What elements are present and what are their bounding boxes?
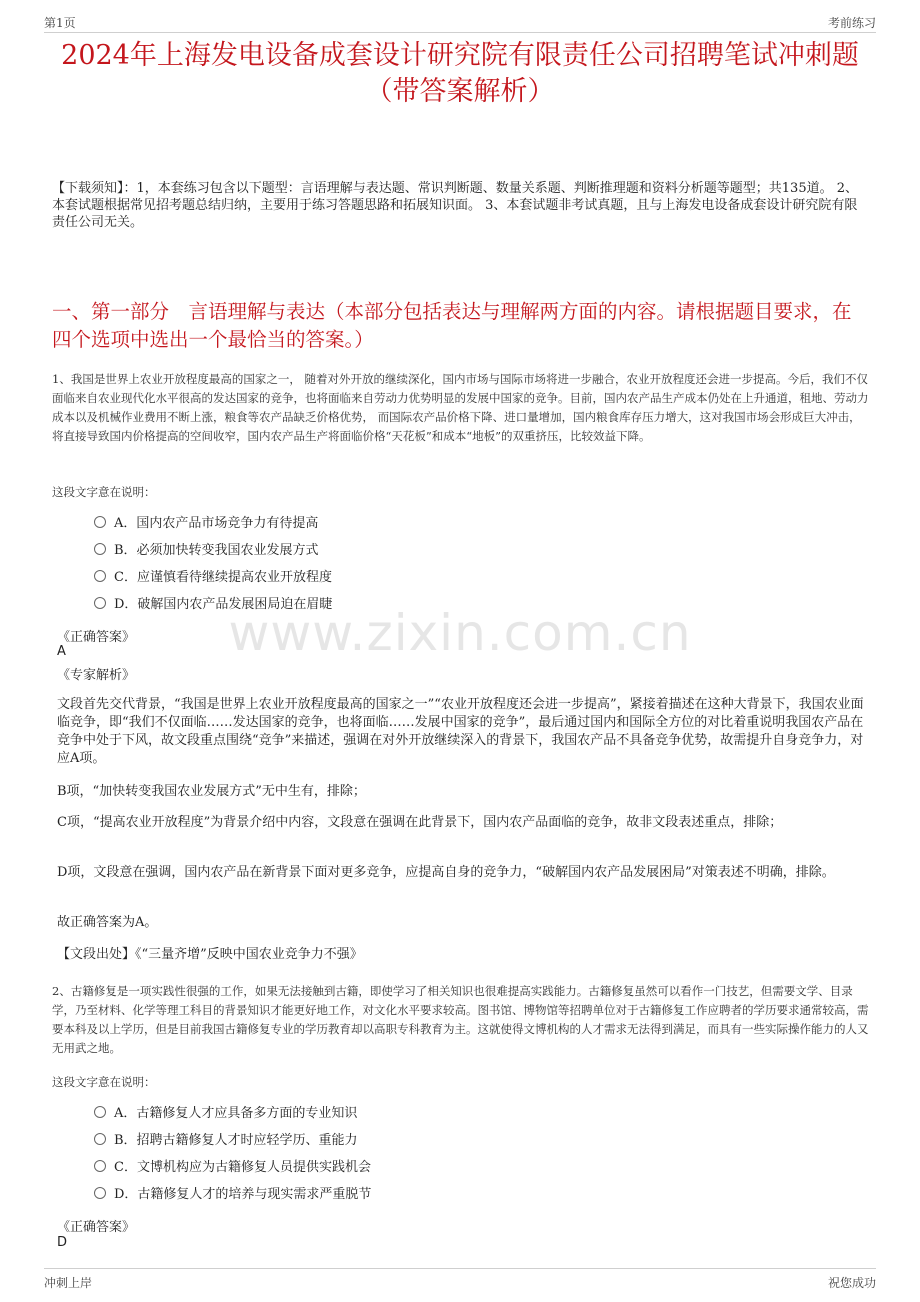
question-1-analysis-paragraph: 故正确答案为A。 xyxy=(57,915,158,930)
page-footer xyxy=(44,1268,876,1291)
header-tag: 考前练习 xyxy=(827,16,876,30)
question-1-option-c[interactable]: C．应谨慎看待继续提高农业开放程度 xyxy=(94,568,332,588)
question-2-option-b[interactable]: B．招聘古籍修复人才时应轻学历、重能力 xyxy=(94,1131,358,1151)
footer-left: 冲刺上岸 xyxy=(44,1276,93,1290)
question-1-hint: 这段文字意在说明： xyxy=(52,485,156,499)
download-notice: 【下载须知】：1，本套练习包含以下题型：言语理解与表达题、常识判断题、数量关系题、判断推理题和资料分析题等题型；共135道。 2、本套试题根据常见招考题总结归纳，主要用于练习答题思路和拓展知识面。 3、本套试题非考试真题，且与上海发电设备成套设计研究院有限责任公司无关。 xyxy=(52,181,858,230)
question-1-analysis-paragraph: 文段首先交代背景，“我国是世界上农业开放程度最高的国家之一”“农业开放程度还会进一步提高”，紧接着描述在这种大背景下，我国农业面临竞争，即“我们不仅面临……发达国家的竞争，也将面临……发展中国家的竞争”，最后通过国内和国际全方位的对比着重说明我国农产品在竞争中处于下风，故文段重点围绕“竞争”来描述，强调在对外开放继续深入的背景下，我国农产品不具备竞争优势，故需提升自身竞争力，对应A项。 xyxy=(57,697,864,766)
radio-icon[interactable] xyxy=(94,1106,106,1118)
page-number: 第1页 xyxy=(44,16,76,30)
document-title: 2024年上海发电设备成套设计研究院有限责任公司招聘笔试冲刺题（带答案解析） xyxy=(61,40,859,107)
question-1-option-a[interactable]: A．国内农产品市场竞争力有待提高 xyxy=(94,514,318,534)
watermark: www.zixin.com.cn xyxy=(228,604,692,662)
radio-icon[interactable] xyxy=(94,516,106,528)
question-1-analysis-paragraph: B项，“加快转变我国农业发展方式”无中生有，排除； xyxy=(57,784,366,799)
question-1-source: 【文段出处】《“三量齐增”反映中国农业竞争力不强》 xyxy=(57,947,363,962)
radio-icon[interactable] xyxy=(94,570,106,582)
radio-icon[interactable] xyxy=(94,1187,106,1199)
page-header xyxy=(44,10,876,33)
question-2-option-d[interactable]: D．古籍修复人才的培养与现实需求严重脱节 xyxy=(94,1185,371,1205)
radio-icon[interactable] xyxy=(94,1133,106,1145)
question-2-stem: 2、古籍修复是一项实践性很强的工作，如果无法接触到古籍，即使学习了相关知识也很难提高实践能力。古籍修复虽然可以看作一门技艺，但需要文学、目录学，乃至材料、化学等理工科目的背景知识才能更好地工作，对文化水平要求较高。图书馆、博物馆等招聘单位对于古籍修复工作应聘者的学历要求通常较高，需要本科及以上学历，但是目前我国古籍修复专业的学历教育却以高职专科教育为主。这就使得文博机构的人才需求无法得到满足，而具有一些实际操作能力的人又无用武之地。 xyxy=(52,984,869,1055)
section-heading: 一、第一部分 言语理解与表达（本部分包括表达与理解两方面的内容。请根据题目要求，在四个选项中选出一个最恰当的答案。） xyxy=(52,300,852,351)
question-1-analysis-paragraph: C项，“提高农业开放程度”为背景介绍中内容，文段意在强调在此背景下，国内农产品面临的竞争，故非文段表述重点，排除； xyxy=(57,815,783,830)
question-2-answer: D xyxy=(57,1235,68,1250)
question-1-answer-label: 《正确答案》 xyxy=(57,630,136,645)
question-2-option-a[interactable]: A．古籍修复人才应具备多方面的专业知识 xyxy=(94,1104,357,1124)
question-2-hint: 这段文字意在说明： xyxy=(52,1075,156,1089)
question-1-answer: A xyxy=(57,644,66,659)
question-1-option-b[interactable]: B．必须加快转变我国农业发展方式 xyxy=(94,541,319,561)
question-1-analysis-paragraph: D项，文段意在强调，国内农产品在新背景下面对更多竞争，应提高自身的竞争力，“破解国内农产品发展困局”对策表述不明确，排除。 xyxy=(57,865,835,880)
radio-icon[interactable] xyxy=(94,543,106,555)
footer-right: 祝您成功 xyxy=(827,1276,876,1290)
question-1-option-d[interactable]: D．破解国内农产品发展困局迫在眉睫 xyxy=(94,595,332,615)
question-1-stem: 1、我国是世界上农业开放程度最高的国家之一， 随着对外开放的继续深化，国内市场与国际市场将进一步融合，农业开放程度还会进一步提高。今后，我们不仅面临来自农业现代化水平很高的发达国家的竞争，也将面临来自劳动力优势明显的发展中国家的竞争。目前，国内农产品生产成本仍处在上升通道，租地、劳动力成本以及机械作业费用不断上涨，粮食等农产品缺乏价格优势， 而国际农产品价格下降、进口量增加，国内粮食库存压力增大，这对我国市场会形成巨大冲击，将直接导致国内价格提高的空间收窄，国内农产品生产将面临价格“天花板”和成本“地板”的双重挤压，比较效益下降。 xyxy=(52,372,869,443)
question-1-analysis-label: 《专家解析》 xyxy=(57,668,136,683)
question-2-option-c[interactable]: C．文博机构应为古籍修复人员提供实践机会 xyxy=(94,1158,371,1178)
question-2-answer-label: 《正确答案》 xyxy=(57,1220,136,1235)
radio-icon[interactable] xyxy=(94,1160,106,1172)
